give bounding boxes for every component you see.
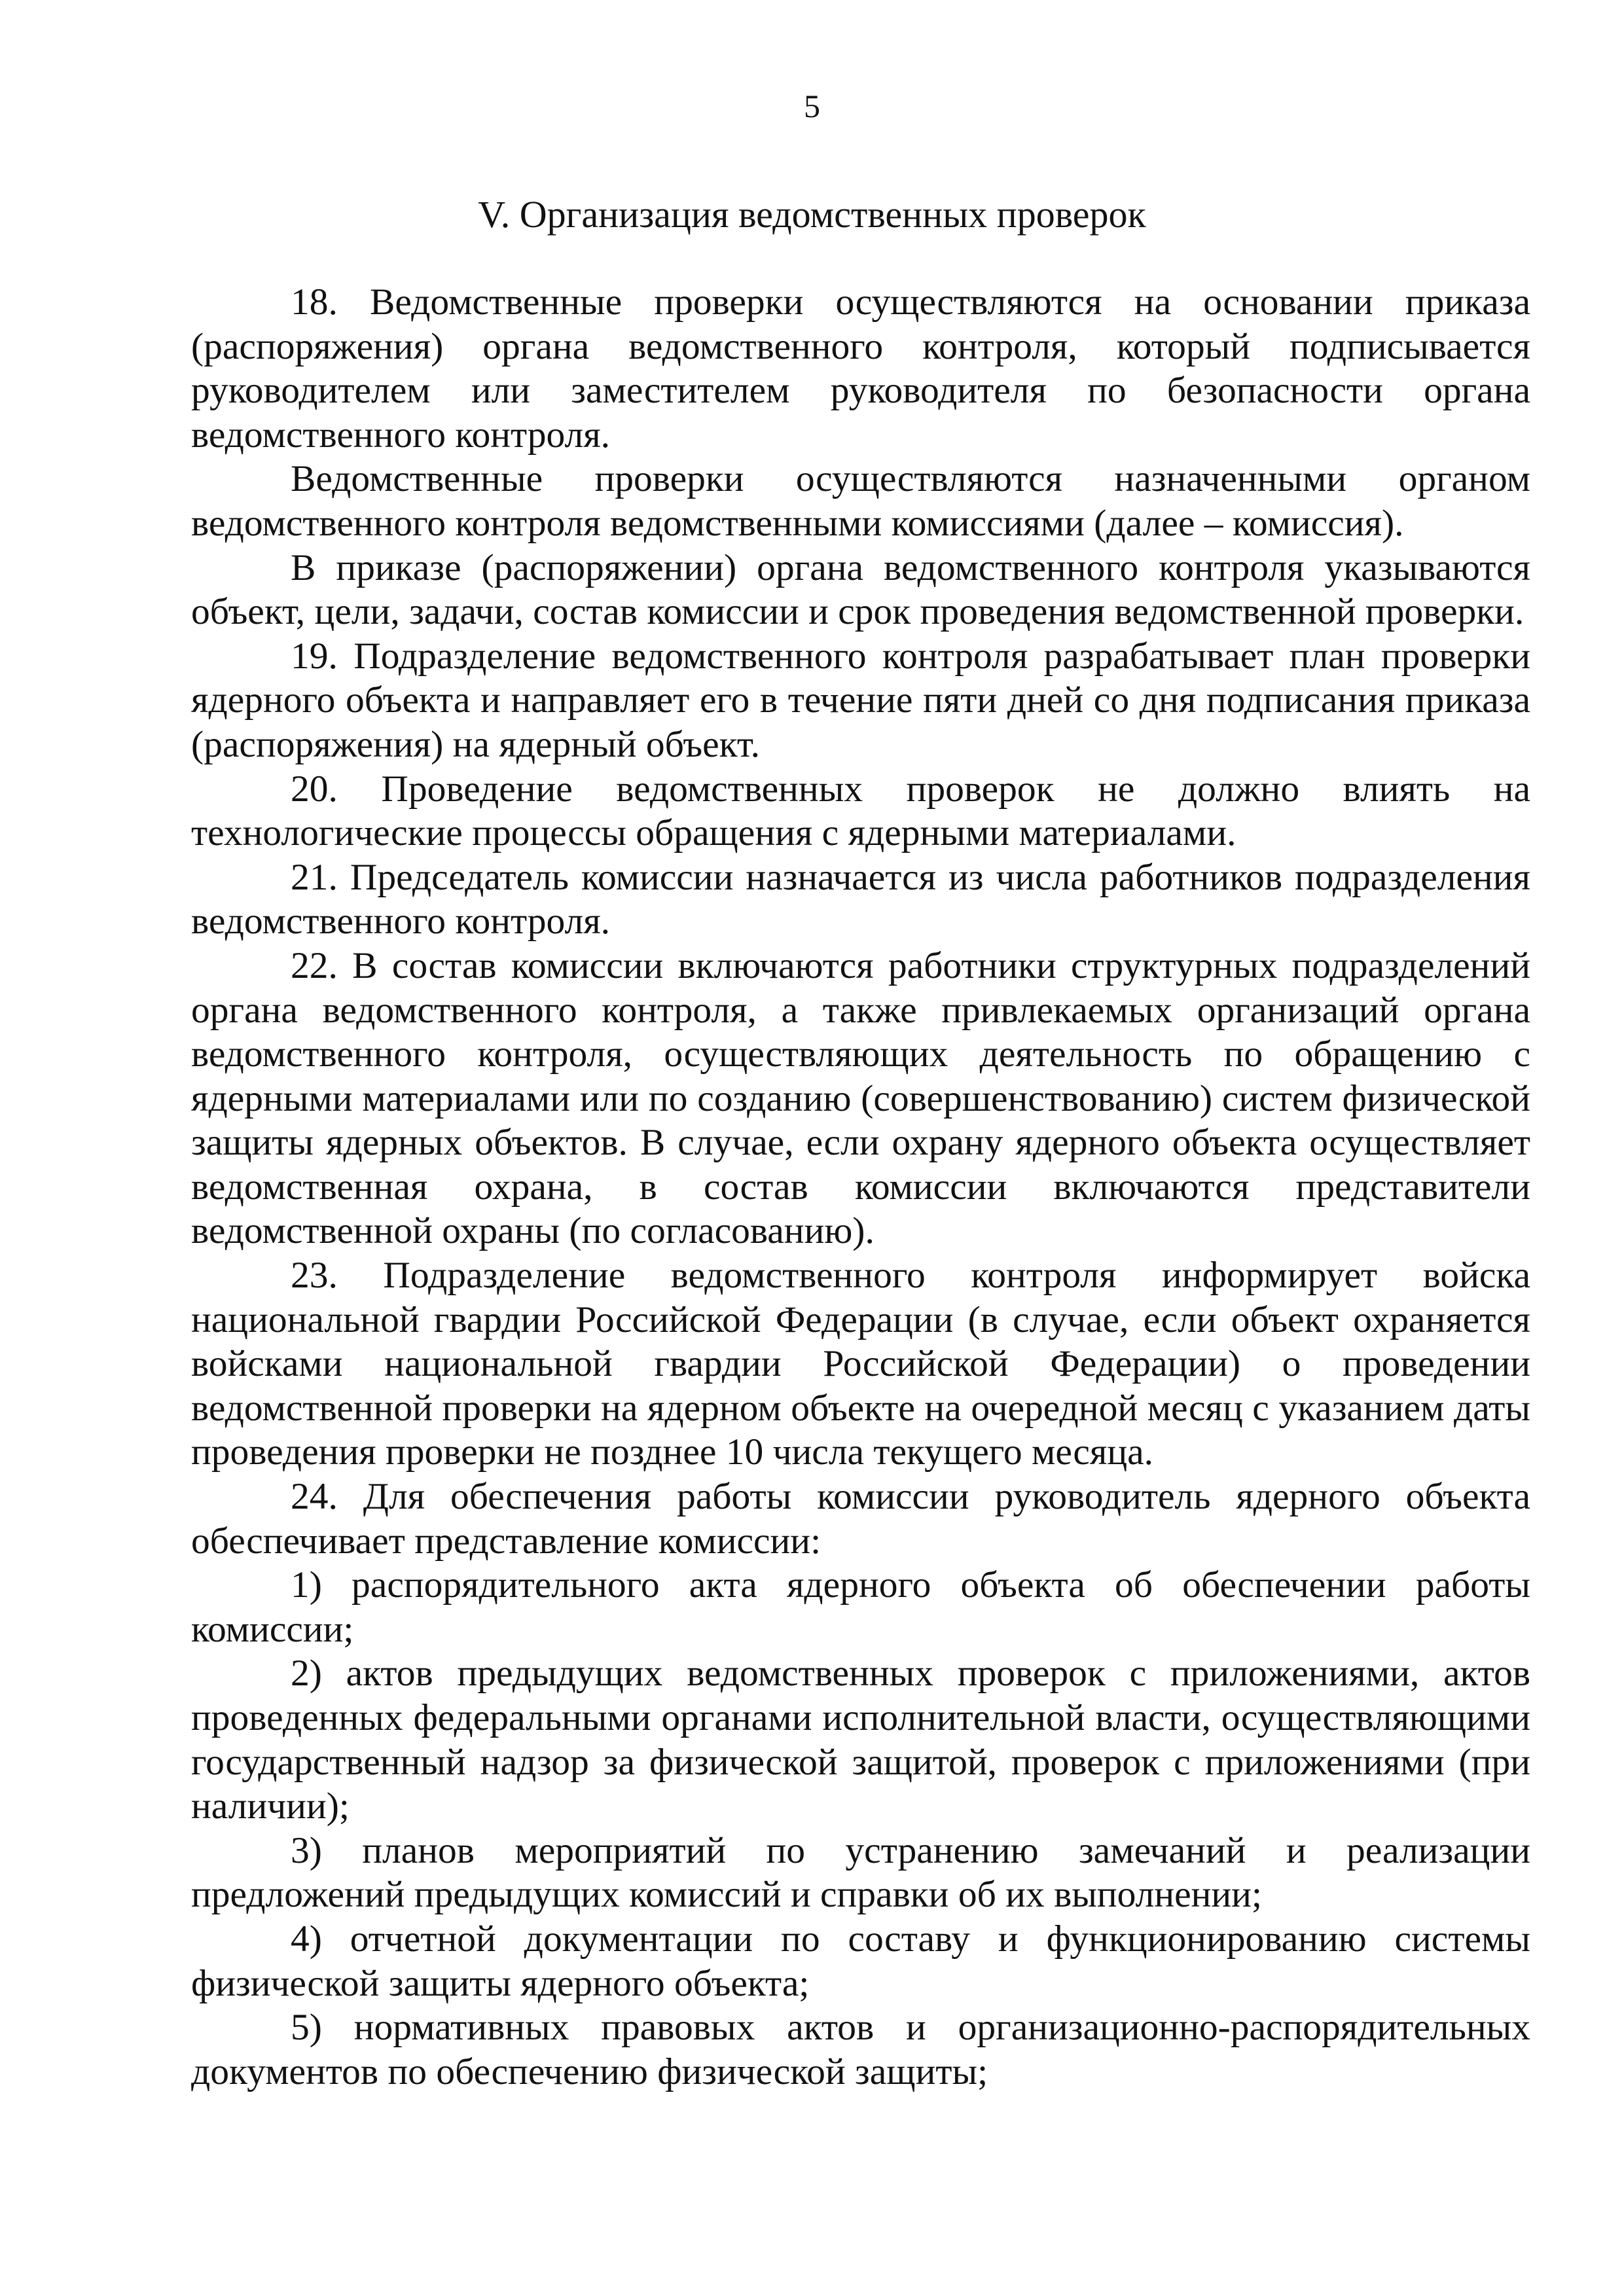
paragraph-19: 19. Подразделение ведомственного контроля разрабатывает план проверки ядерного объекта и направляет его в течение пяти дней со дня подписания приказа (распоряжения) на ядерный объект. [191,635,1530,765]
list-item-4: 4) отчетной документации по составу и функционированию системы физической защиты ядерного объекта; [191,1918,1530,2004]
paragraph-21: 21. Председатель комиссии назначается из числа работников подразделения ведомственного контроля. [191,856,1530,942]
paragraph-20: 20. Проведение ведомственных проверок не должно влиять на технологические процессы обращения с ядерными материалами. [191,768,1530,854]
paragraph-18-order-contents: В приказе (распоряжении) органа ведомственного контроля указываются объект, цели, задачи, состав комиссии и срок проведения ведомственной проверки. [191,547,1530,633]
paragraph-23: 23. Подразделение ведомственного контроля информирует войска национальной гвардии Российской Федерации (в случае, если объект охраняется войсками национальной гвардии Российской Федерации) о проведении ведомственной проверки на ядерном объекте на очередной месяц с указанием даты проведения проверки не позднее 10 числа текущего месяца. [191,1255,1530,1473]
list-item-3: 3) планов мероприятий по устранению замечаний и реализации предложений предыдущих комиссий и справки об их выполнении; [191,1829,1530,1916]
paragraph-18-commissions: Ведомственные проверки осуществляются назначенными органом ведомственного контроля ведомственными комиссиями (далее – комиссия). [191,458,1530,544]
list-item-5: 5) нормативных правовых актов и организационно-распорядительных документов по обеспечению физической защиты; [191,2007,1530,2092]
document-body [191,280,1530,2094]
paragraph-24: 24. Для обеспечения работы комиссии руководитель ядерного объекта обеспечивает представление комиссии: [191,1476,1530,1562]
section-title: V. Организация ведомственных проверок [478,193,1146,236]
list-item-1: 1) распорядительного акта ядерного объекта об обеспечении работы комиссии; [191,1564,1530,1650]
page-number: 5 [804,88,820,124]
paragraph-22: 22. В состав комиссии включаются работники структурных подразделений органа ведомственного контроля, а также привлекаемых организаций органа ведомственного контроля, осуществляющих деятельность по обращению с ядерными материалами или по созданию (совершенствованию) систем физической защиты ядерных объектов. В случае, если охрану ядерного объекта осуществляет ведомственная охрана, в состав комиссии включаются представители ведомственной охраны (по согласованию). [191,944,1530,1252]
paragraph-18: 18. Ведомственные проверки осуществляются на основании приказа (распоряжения) органа ведомственного контроля, который подписывается руководителем или заместителем руководителя по безопасности органа ведомственного контроля. [191,281,1530,456]
list-item-2: 2) актов предыдущих ведомственных проверок с приложениями, актов проведенных федеральными органами исполнительной власти, осуществляющими государственный надзор за физической защитой, проверок с приложениями (при наличии); [191,1653,1530,1827]
